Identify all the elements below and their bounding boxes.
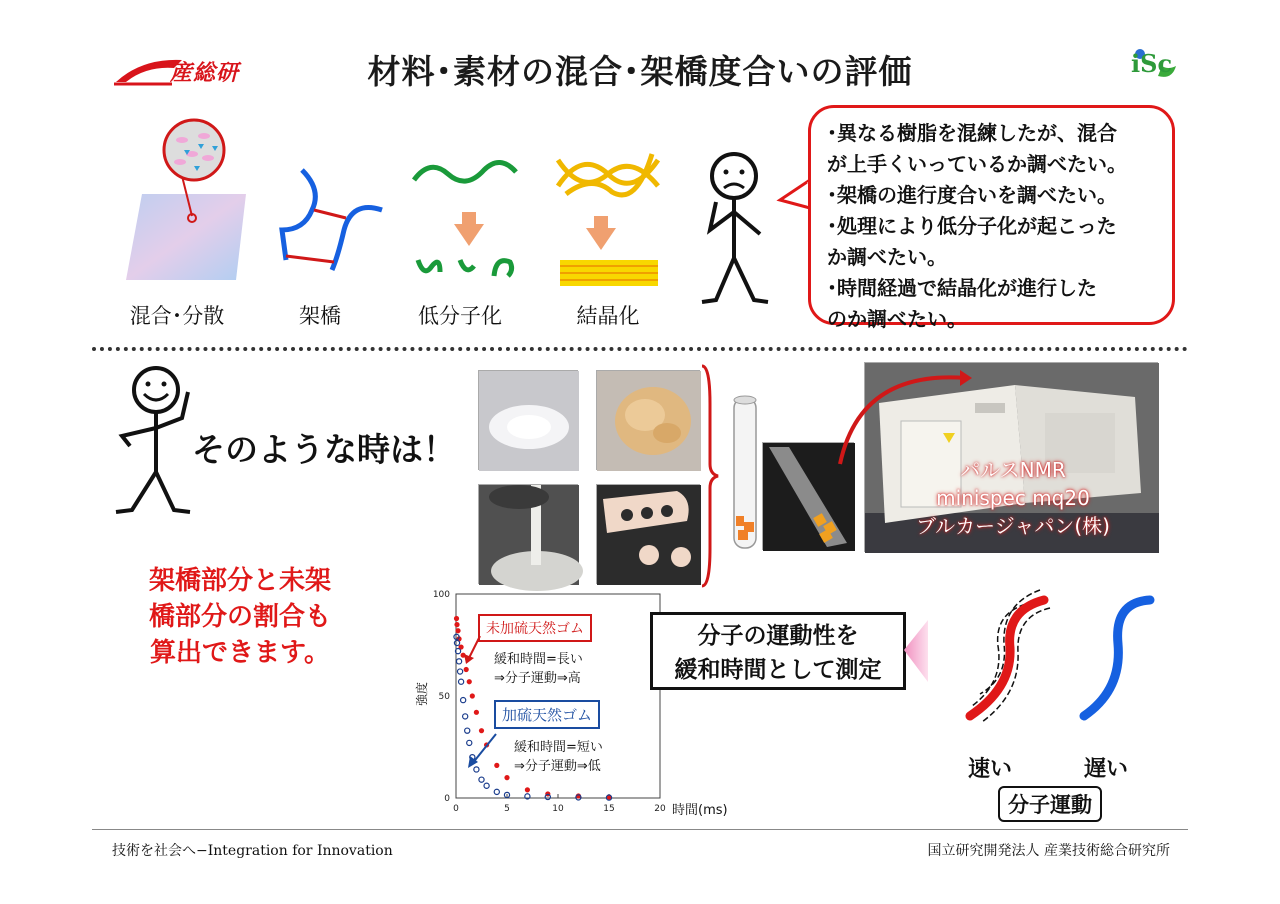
depolymerization-illustration xyxy=(410,150,520,290)
ratio-note xyxy=(110,563,370,671)
uncured-data-point xyxy=(525,787,530,792)
slow-label: 遅い xyxy=(1084,757,1129,782)
concept-label-crosslink: 架橋 xyxy=(299,304,341,328)
measurement-callout xyxy=(650,612,906,690)
bubble-line: が上手くいっているか調べたい。 xyxy=(827,152,1127,176)
callout-line: 分子の運動性を xyxy=(697,623,859,649)
motion-caption: 分子運動 xyxy=(998,786,1102,822)
y-tick-label: 100 xyxy=(432,590,450,600)
x-tick-label: 0 xyxy=(453,804,459,814)
cured-rubber-tag: 加硫天然ゴム xyxy=(494,700,600,729)
page-title: 材料･素材の混合･架橋度合いの評価 xyxy=(367,52,913,91)
footer-divider xyxy=(92,829,1188,830)
x-tick-label: 10 xyxy=(552,804,564,814)
y-tick-label: 0 xyxy=(444,794,450,804)
sample-group-brace xyxy=(700,364,720,588)
concept-label-mixing: 混合･分散 xyxy=(129,304,225,328)
isc-logo-text: iSc xyxy=(1131,49,1173,78)
uncured-data-point xyxy=(454,622,459,627)
footer-organization: 国立研究開発法人 産業技術総合研究所 xyxy=(927,843,1170,859)
sample-photo-fiber xyxy=(596,370,700,470)
callout-pointer xyxy=(900,616,930,686)
crystallization-illustration xyxy=(552,146,664,296)
x-axis-label: 時間(ms) xyxy=(672,803,728,818)
uncured-data-point xyxy=(454,616,459,621)
annotation-arrows xyxy=(460,630,520,770)
sample-photo-liquid xyxy=(478,484,578,584)
callout-line: 緩和時間として測定 xyxy=(674,657,882,683)
worried-person-icon xyxy=(690,150,790,310)
instrument-label-line: minispec mq20 xyxy=(936,486,1090,510)
cured-note-line: 緩和時間=短い xyxy=(514,740,603,755)
molecular-motion-illustration xyxy=(954,586,1154,736)
y-tick-label: 50 xyxy=(438,692,450,702)
bubble-line: ･時間経過で結晶化が進行した xyxy=(827,276,1097,300)
ratio-note-line: 橋部分の割合も xyxy=(148,602,331,632)
instrument-label-line: パルスNMR xyxy=(960,458,1066,482)
aist-logo-text: 産総研 xyxy=(170,61,240,86)
section-divider xyxy=(92,347,1188,351)
pointer-arrow xyxy=(820,352,990,468)
mixing-illustration xyxy=(122,110,252,290)
ratio-note-line: 架橋部分と未架 xyxy=(148,566,331,596)
solution-heading: そのような時は！ xyxy=(192,430,456,469)
crosslink-illustration xyxy=(272,160,392,280)
footer-slogan: 技術を社会へ−Integration for Innovation xyxy=(112,843,393,859)
sample-photo-sheet xyxy=(596,484,700,584)
speech-bubble xyxy=(808,105,1175,331)
cured-note-line: ⇒分子運動⇒低 xyxy=(514,759,601,774)
uncured-note-line: 緩和時間=長い xyxy=(494,652,583,667)
bubble-line: ･異なる樹脂を混練したが、混合 xyxy=(827,121,1117,145)
y-axis-label: 強度 xyxy=(415,681,429,707)
uncured-rubber-tag: 未加硫天然ゴム xyxy=(478,614,592,642)
bubble-line: ･架橋の進行度合いを調べたい。 xyxy=(827,183,1117,207)
x-tick-label: 5 xyxy=(504,804,510,814)
instrument-label-line: ブルカージャパン(株) xyxy=(915,514,1110,538)
x-tick-label: 15 xyxy=(603,804,615,814)
sample-photo-powder xyxy=(478,370,578,470)
concept-label-crystallization: 結晶化 xyxy=(576,304,640,328)
bubble-line: か調べたい。 xyxy=(827,245,947,269)
bubble-line: ･処理により低分子化が起こった xyxy=(827,214,1117,238)
x-tick-label: 20 xyxy=(654,804,666,814)
fast-label: 速い xyxy=(968,757,1013,782)
uncured-note-line: ⇒分子運動⇒高 xyxy=(494,671,581,686)
cured-rubber-note xyxy=(514,738,603,776)
uncured-data-point xyxy=(504,775,509,780)
instrument-label xyxy=(868,456,1158,540)
bubble-line: のか調べたい。 xyxy=(827,307,967,331)
concept-label-depolymerization: 低分子化 xyxy=(418,304,502,328)
nmr-tube-icon xyxy=(730,392,760,552)
ratio-note-line: 算出できます。 xyxy=(150,638,330,668)
